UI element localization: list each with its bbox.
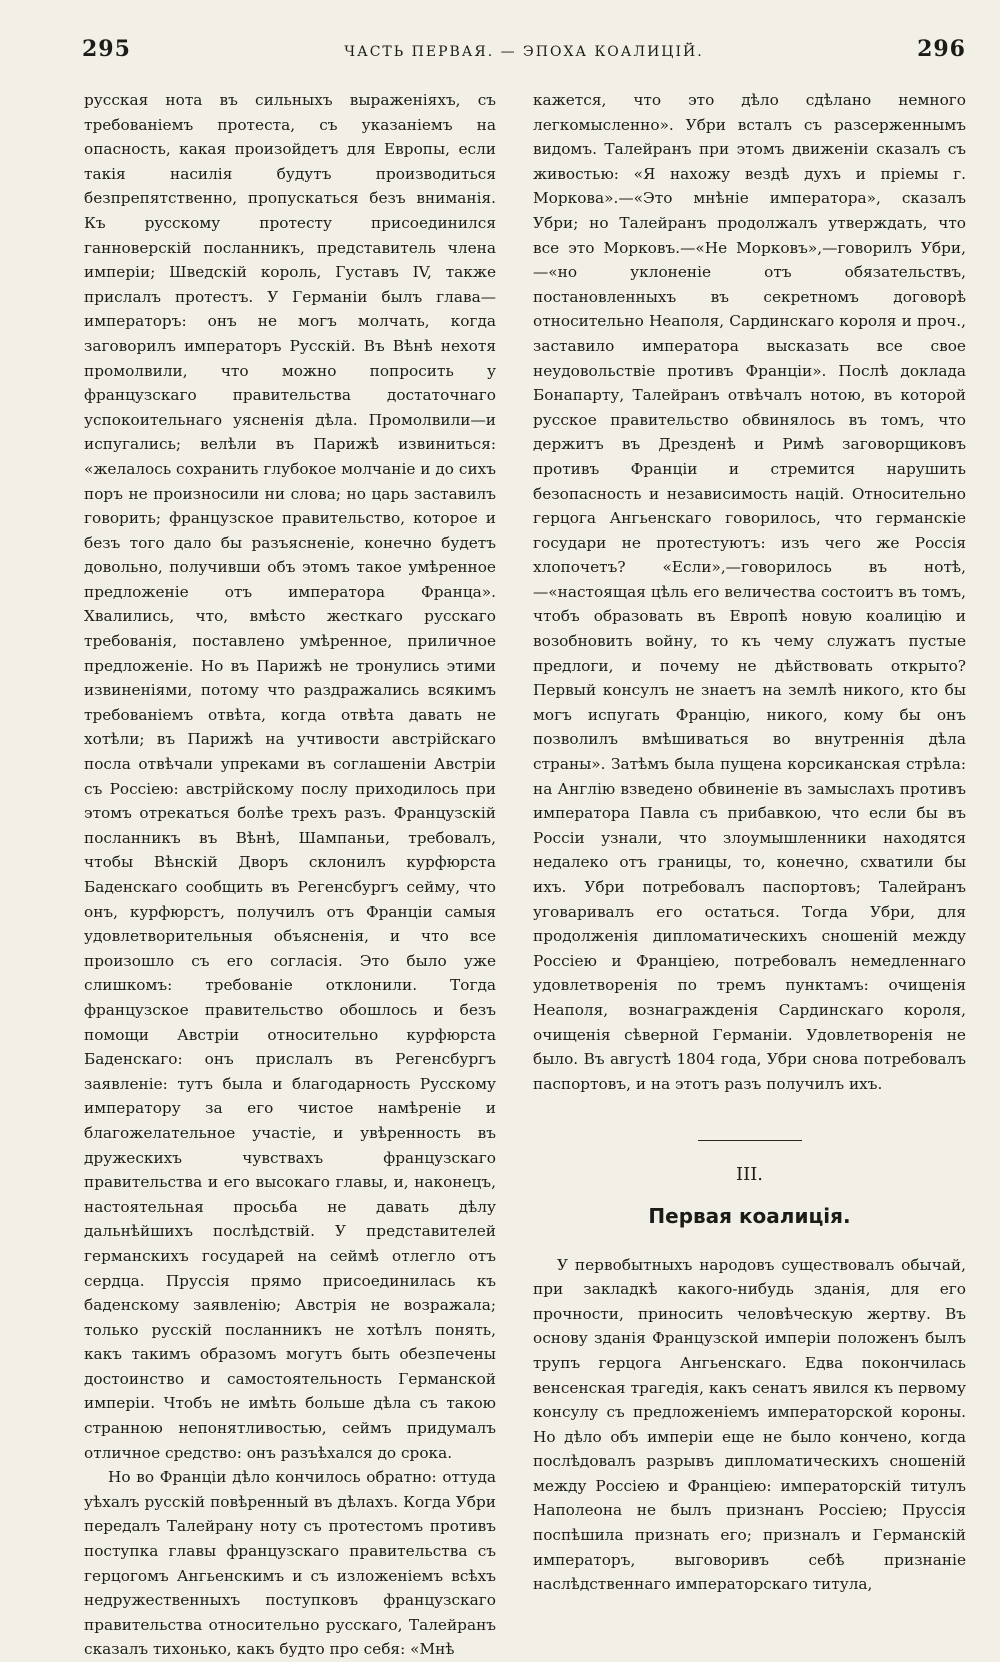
running-title: ЧАСТЬ ПЕРВАЯ. — ЭПОХА КОАЛИЦІЙ.: [344, 44, 704, 60]
left-column: [84, 88, 496, 1662]
right-paragraph-1: кажется, что это дѣло сдѣлано немного легкомысленно». Убри всталъ съ разсерженнымъ видомъ. Талейранъ при этомъ движеніи сказалъ съ живостью: «Я нахожу вездѣ духъ и пріемы г. Моркова».—«Это мнѣніе императора», сказалъ Убри; но Талейранъ продолжалъ утверждать, что все это Морковъ.—«Не Морковъ»,—говорилъ Убри,—«но уклоненіе отъ обязательствъ, постановленныхъ въ секретномъ договорѣ относительно Неаполя, Сардинскаго короля и проч., заставило императора высказать все свое неудовольствіе противъ Франціи». Послѣ доклада Бонапарту, Талейранъ отвѣчалъ нотою, въ которой русское правительство обвинялось въ томъ, что держитъ въ Дрезденѣ и Римѣ заговорщиковъ противъ Франціи и стремится нарушить безопасность и независимость націй. Относительно герцога Ангьенскаго говорилось, что германскіе государи не протестуютъ: изъ чего же Россія хлопочетъ? «Если»,—говорилось въ нотѣ,—«настоящая цѣль его величества состоитъ въ томъ, чтобъ образовать въ Европѣ новую коалицію и возобновить войну, то къ чему служатъ пустые предлоги, и почему не дѣйствовать открыто? Первый консулъ не знаетъ на землѣ никого, кто бы могъ испугать Францію, никого, кому бы онъ позволилъ вмѣшиваться во внутреннія дѣла страны». Затѣмъ была пущена корсиканская стрѣла: на Англію взведено обвиненіе въ замыслахъ противъ императора Павла съ прибавкою, что если бы въ Россіи узнали, что злоумышленники находятся недалеко отъ границы, то, конечно, схватили бы ихъ. Убри потребовалъ паспортовъ; Талейранъ уговаривалъ его остаться. Тогда Убри, для продолженія дипломатическихъ сношеній между Россіею и Франціею, потребовалъ немедленнаго удовлетворенія по тремъ пунктамъ: очищенія Неаполя, вознагражденія Сардинскаго короля, очищенія сѣверной Германіи. Удовлетворенія не было. Въ августѣ 1804 года, Убри снова потребовалъ паспортовъ, и на этотъ разъ получилъ ихъ.: [533, 91, 966, 1093]
right-column: [533, 88, 966, 1597]
left-page-number: 295: [82, 36, 131, 62]
right-paragraph-2: У первобытныхъ народовъ существовалъ обычай, при закладкѣ какого-нибудь зданія, для его прочности, приносить человѣческую жертву. Въ основу зданія Французской имперіи положенъ былъ трупъ герцога Ангьенскаго. Едва покончилась венсенская трагедія, какъ сенатъ явился къ первому консулу съ предложеніемъ императорской короны. Но дѣло объ имперіи еще не было кончено, когда послѣдовалъ разрывъ дипломатическихъ сношеній между Россіею и Франціею: императорскій титулъ Наполеона не былъ признанъ Россіею; Пруссія поспѣшила признать его; призналъ и Германскій императоръ, выговоривъ себѣ признаніе наслѣдственнаго императорскаго титула,: [533, 1255, 966, 1594]
right-page-number: 296: [917, 36, 966, 62]
section-divider: [698, 1140, 802, 1141]
section-title: Первая коалиція.: [648, 1203, 851, 1228]
left-paragraph-1: русская нота въ сильныхъ выраженіяхъ, съ требованіемъ протеста, съ указаніемъ на опасность, какая произойдетъ для Европы, если такія насилія будутъ производиться безпрепятственно, пропускаться безъ вниманія. Къ русскому протесту присоединился ганноверскій посланникъ, представитель члена имперіи; Шведскій король, Густавъ IV, также прислалъ протестъ. У Германіи былъ глава—императоръ: онъ не могъ молчать, когда заговорилъ императоръ Русскій. Въ Вѣнѣ нехотя промолвили, что можно попросить у французскаго правительства достаточнаго успокоительнаго уясненія дѣла. Промолвили—и испугались; велѣли въ Парижѣ извиниться: «желалось сохранить глубокое молчаніе и до сихъ поръ не произносили ни слова; но царь заставилъ говорить; французское правительство, которое и безъ того дало бы разъясненіе, конечно будетъ довольно, получивши объ этомъ такое умѣренное предложеніе отъ императора Франца». Хвалились, что, вмѣсто жесткаго русскаго требованія, поставлено умѣренное, приличное предложеніе. Но въ Парижѣ не тронулись этими извиненіями, потому что раздражались всякимъ требованіемъ отвѣта, когда отвѣта давать не хотѣли; въ Парижѣ на учтивости австрійскаго посла отвѣчали упреками въ соглашеніи Австріи съ Россіею: австрійскому послу приходилось при этомъ отрекаться болѣе трехъ разъ. Французскій посланникъ въ Вѣнѣ, Шампаньи, требовалъ, чтобы Вѣнскій Дворъ склонилъ курфюрста Баденскаго сообщить въ Регенсбургъ сейму, что онъ, курфюрстъ, получилъ отъ Франціи самыя удовлетворительныя объясненія, и что все произошло съ его согласія. Это было уже слишкомъ: требованіе отклонили. Тогда французское правительство обошлось и безъ помощи Австріи относительно курфюрста Баденскаго: онъ прислалъ въ Регенсбургъ заявленіе: тутъ была и благодарность Русскому императору за его чистое намѣреніе и благожелательное участіе, и увѣренность въ дружескихъ чувствахъ французскаго правительства и его высокаго главы, и, наконецъ, настоятельная просьба не давать дѣлу дальнѣйшихъ послѣдствій. У представителей германскихъ государей на сеймѣ отлегло отъ сердца. Пруссія прямо присоединилась къ баденскому заявленію; Австрія не возражала; только русскій посланникъ не хотѣлъ понять, какъ такимъ образомъ могутъ быть обезпечены достоинство и самостоятельность Германской имперіи. Чтобъ не имѣть больше дѣла съ такою странною непонятливостью, сеймъ придумалъ отличное средство: онъ разъѣхался до срока.: [84, 91, 496, 1462]
page-header: [82, 36, 966, 76]
left-paragraph-2: Но во Франціи дѣло кончилось обратно: оттуда уѣхалъ русскій повѣренный въ дѣлахъ. Когда Убри передалъ Талейрану ноту съ протестомъ противъ поступка главы французскаго правительства съ герцогомъ Ангьенскимъ и съ изложеніемъ всѣхъ недружественныхъ поступковъ французскаго правительства относительно русскаго, Талейранъ сказалъ тихонько, какъ будто про себя: «Мнѣ: [84, 1468, 496, 1659]
section-number: III.: [735, 1164, 764, 1186]
